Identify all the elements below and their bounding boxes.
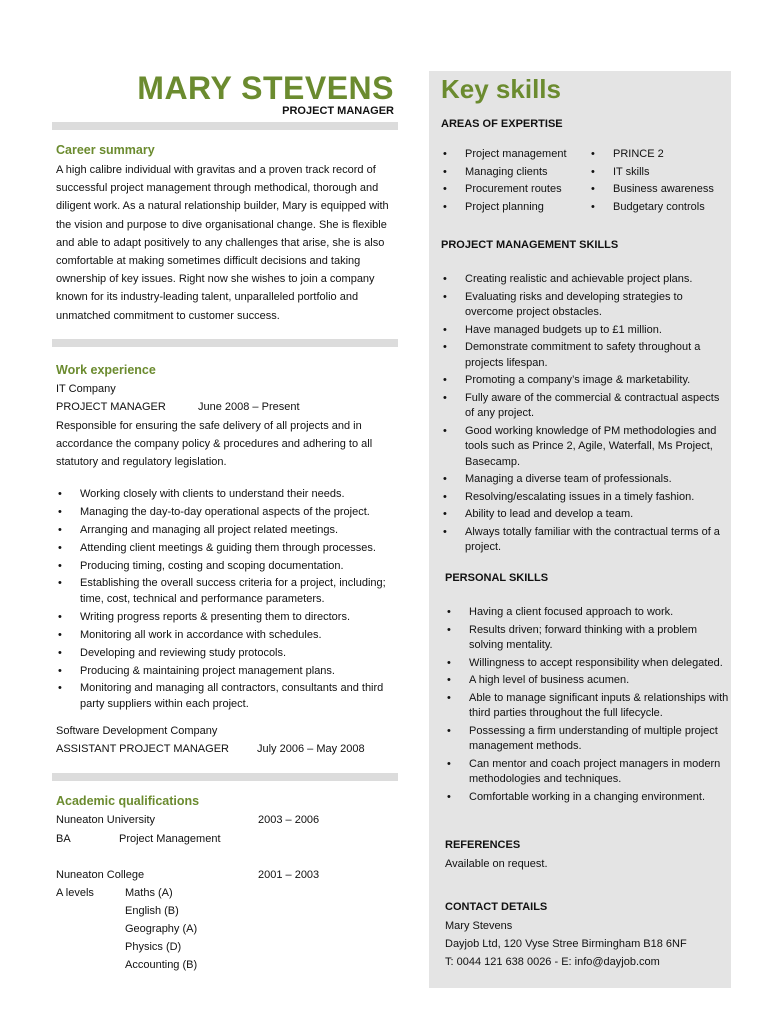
list-item	[441, 391, 731, 422]
work-experience-heading: Work experience	[56, 363, 156, 377]
bullet-icon: •	[447, 691, 451, 704]
expertise-heading: AREAS OF EXPERTISE	[441, 118, 563, 130]
list-item-text: Project management	[465, 148, 567, 160]
list-item-text: Arranging and managing all project related meetings.	[80, 523, 339, 536]
list-item	[441, 472, 731, 488]
list-item-text: Producing timing, costing and scoping documentation.	[80, 559, 344, 572]
contact-phone: T: 0044 121 638 0026 - E: info@dayjob.com	[445, 956, 660, 968]
bullet-icon: •	[443, 525, 447, 538]
list-item-text: Managing a diverse team of professionals.	[465, 473, 672, 485]
references-text: Available on request.	[445, 858, 548, 870]
list-item	[56, 681, 396, 712]
list-item	[441, 507, 731, 523]
list-item-text: Fully aware of the commercial & contractual aspects of any project.	[465, 391, 720, 419]
alevel-subject: Accounting (B)	[125, 959, 198, 971]
list-item	[441, 340, 731, 371]
list-item	[441, 373, 731, 389]
list-item	[56, 646, 396, 662]
bullet-icon: •	[58, 610, 62, 623]
alevel-subject: Geography (A)	[125, 923, 198, 935]
degree-subject: Project Management	[119, 833, 221, 845]
alevel-subject: Physics (D)	[125, 941, 182, 953]
list-item-text: Attending client meetings & guiding them through processes.	[80, 541, 376, 554]
list-item-text: Good working knowledge of PM methodologies and tools such as Prince 2, Agile, Waterfall, Ms Project, Basecamp.	[465, 424, 717, 468]
list-item-text: Evaluating risks and developing strategies to overcome project obstacles.	[465, 290, 683, 318]
bullet-icon: •	[58, 559, 62, 572]
bullet-icon: •	[443, 424, 447, 437]
list-item-text: Working closely with clients to understand their needs.	[80, 488, 345, 500]
list-item	[441, 323, 731, 339]
bullet-icon: •	[443, 148, 447, 160]
alevels-label: A levels	[56, 887, 94, 899]
bullet-icon: •	[447, 606, 451, 618]
list-item	[56, 628, 396, 644]
candidate-name: MARY STEVENS	[137, 70, 394, 106]
contact-heading: CONTACT DETAILS	[445, 901, 548, 913]
list-item	[445, 605, 731, 621]
pm-skills-list	[441, 272, 731, 558]
bullet-icon: •	[447, 623, 451, 636]
list-item	[441, 147, 567, 163]
list-item-text: Have managed budgets up to £1 million.	[465, 323, 662, 336]
job-dates: June 2008 – Present	[198, 401, 300, 413]
bullet-icon: •	[591, 183, 595, 195]
job-description: Responsible for ensuring the safe delivery of all projects and in accordance the company policy & procedures and adhering to all statutory and regulatory legislation.	[56, 420, 373, 469]
bullet-icon: •	[58, 523, 62, 536]
bullet-icon: •	[591, 200, 595, 213]
bullet-icon: •	[443, 508, 447, 520]
candidate-title: PROJECT MANAGER	[282, 105, 394, 117]
bullet-icon: •	[58, 682, 62, 695]
bullet-icon: •	[443, 200, 447, 213]
list-item	[56, 505, 396, 521]
bullet-icon: •	[447, 790, 451, 803]
list-item-text: Results driven; forward thinking with a problem solving mentality.	[469, 623, 698, 651]
list-item	[441, 182, 567, 198]
list-item	[441, 272, 731, 288]
list-item-text: Budgetary controls	[613, 200, 705, 213]
list-item-text: Monitoring all work in accordance with schedules.	[80, 628, 322, 641]
bullet-icon: •	[443, 374, 447, 386]
list-item-text: Project planning	[465, 200, 544, 213]
divider-bar	[52, 339, 398, 347]
alevel-subject: English (B)	[125, 905, 179, 917]
list-item	[56, 541, 396, 557]
list-item-text: Demonstrate commitment to safety throughout a projects lifespan.	[465, 341, 701, 369]
bullet-icon: •	[58, 488, 62, 500]
list-item-text: Willingness to accept responsibility when delegated.	[469, 656, 723, 669]
bullet-icon: •	[443, 183, 447, 195]
list-item	[441, 490, 731, 506]
bullet-icon: •	[58, 628, 62, 641]
expertise-list-1	[441, 147, 567, 217]
divider-bar	[52, 122, 398, 130]
bullet-icon: •	[58, 646, 62, 659]
list-item	[441, 290, 731, 321]
personal-skills-list	[445, 605, 731, 807]
school-dates: 2001 – 2003	[258, 869, 320, 881]
list-item	[56, 559, 396, 575]
degree: BA	[56, 833, 71, 845]
career-summary-text: A high calibre individual with gravitas and a proven track record of successful project management through methodical, thorough and diligent work. As a natural relationship builder, Mary is equipped with the vision and purpose to dive organisational change. She is flexible and able to adapt positively to any challenges that arise, she is also comfortable at making sometimes difficult decisions and taking ownership of key issues. Right now she wishes to join a company known for its industry-leading talent, unparalleled portfolio and unmatched commitment to customer success.	[56, 164, 389, 322]
contact-name: Mary Stevens	[445, 920, 513, 932]
list-item-text: Ability to lead and develop a team.	[465, 508, 634, 520]
alevel-subject: Maths (A)	[125, 887, 173, 899]
academic-heading: Academic qualifications	[56, 794, 200, 808]
list-item-text: Writing progress reports & presenting them to directors.	[80, 610, 351, 623]
list-item-text: Can mentor and coach project managers in modern methodologies and techniques.	[469, 757, 721, 785]
list-item	[445, 673, 731, 689]
list-item	[56, 523, 396, 539]
bullet-icon: •	[443, 473, 447, 485]
list-item	[56, 487, 396, 503]
bullet-icon: •	[443, 165, 447, 178]
list-item-text: Procurement routes	[465, 183, 562, 195]
school-name: Nuneaton College	[56, 869, 145, 881]
list-item	[589, 165, 714, 181]
bullet-icon: •	[447, 674, 451, 686]
bullet-icon: •	[591, 165, 595, 178]
key-skills-title: Key skills	[441, 74, 561, 104]
list-item	[441, 424, 731, 471]
list-item	[441, 525, 731, 556]
list-item-text: Business awareness	[613, 183, 714, 195]
job-role: ASSISTANT PROJECT MANAGER	[56, 743, 229, 755]
list-item-text: Managing clients	[465, 165, 548, 178]
list-item-text: Possessing a firm understanding of multiple project management methods.	[469, 724, 718, 752]
list-item-text: Managing the day-to-day operational aspects of the project.	[80, 505, 370, 518]
list-item-text: Having a client focused approach to work.	[469, 606, 674, 618]
list-item	[589, 147, 714, 163]
list-item-text: Always totally familiar with the contractual terms of a project.	[465, 525, 720, 553]
list-item	[445, 691, 731, 722]
list-item-text: Developing and reviewing study protocols.	[80, 646, 287, 659]
divider-bar	[52, 773, 398, 781]
list-item	[56, 610, 396, 626]
list-item-text: Promoting a company’s image & marketability.	[465, 374, 691, 386]
pm-skills-heading: PROJECT MANAGEMENT SKILLS	[441, 239, 619, 251]
list-item	[589, 200, 714, 216]
bullet-icon: •	[591, 148, 595, 160]
job-role: PROJECT MANAGER	[56, 401, 166, 413]
references-heading: REFERENCES	[445, 839, 521, 851]
work-bullet-list	[56, 487, 396, 715]
list-item	[589, 182, 714, 198]
list-item	[445, 724, 731, 755]
school-name: Nuneaton University	[56, 814, 156, 826]
bullet-icon: •	[58, 541, 62, 554]
list-item	[445, 656, 731, 672]
list-item-text: A high level of business acumen.	[469, 674, 630, 686]
bullet-icon: •	[443, 323, 447, 336]
list-item-text: Creating realistic and achievable project plans.	[465, 273, 693, 285]
contact-address: Dayjob Ltd, 120 Vyse Stree Birmingham B18 6NF	[445, 938, 687, 950]
bullet-icon: •	[443, 290, 447, 303]
personal-skills-heading: PERSONAL SKILLS	[445, 572, 549, 584]
list-item-text: Comfortable working in a changing environment.	[469, 790, 706, 803]
bullet-icon: •	[443, 341, 447, 353]
company-name: Software Development Company	[56, 725, 218, 737]
bullet-icon: •	[58, 664, 62, 677]
list-item-text: IT skills	[613, 165, 650, 178]
list-item	[445, 623, 731, 654]
bullet-icon: •	[447, 656, 451, 669]
key-skills-panel	[429, 71, 731, 988]
list-item-text: Able to manage significant inputs & relationships with third parties throughout the full lifecycle.	[469, 691, 729, 719]
career-summary-heading: Career summary	[56, 143, 155, 157]
list-item	[445, 790, 731, 806]
bullet-icon: •	[443, 490, 447, 503]
bullet-icon: •	[447, 757, 451, 770]
school-dates: 2003 – 2006	[258, 814, 320, 826]
expertise-list-2	[589, 147, 714, 217]
list-item	[441, 165, 567, 181]
bullet-icon: •	[443, 273, 447, 285]
list-item	[56, 664, 396, 680]
list-item	[441, 200, 567, 216]
list-item-text: Resolving/escalating issues in a timely fashion.	[465, 490, 695, 503]
bullet-icon: •	[58, 505, 62, 518]
job-dates: July 2006 – May 2008	[257, 743, 365, 755]
bullet-icon: •	[58, 577, 62, 590]
list-item-text: Monitoring and managing all contractors, consultants and third party suppliers within each project.	[80, 682, 384, 710]
list-item-text: Establishing the overall success criteria for a project, including; time, cost, technical and performance parameters.	[80, 577, 386, 605]
list-item	[445, 757, 731, 788]
company-name: IT Company	[56, 383, 116, 395]
list-item	[56, 576, 396, 607]
bullet-icon: •	[443, 391, 447, 404]
bullet-icon: •	[447, 724, 451, 737]
list-item-text: Producing & maintaining project management plans.	[80, 664, 335, 677]
list-item-text: PRINCE 2	[613, 148, 664, 160]
